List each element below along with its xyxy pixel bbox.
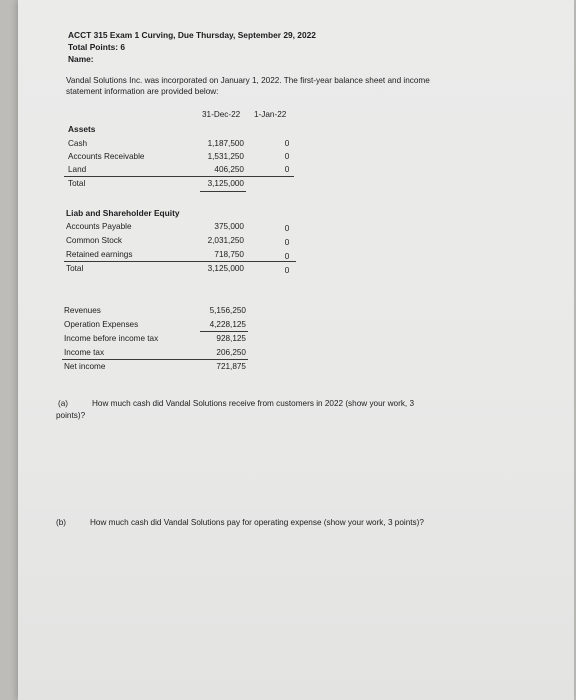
asset-label-land: Land: [68, 165, 87, 174]
name-label: Name:: [68, 54, 94, 64]
asset-land-dec: 406,250: [214, 165, 244, 174]
income-net: 721,875: [216, 362, 246, 371]
liab-label-total: Total: [66, 264, 84, 273]
question-b-label: (b): [56, 518, 67, 527]
assets-heading: Assets: [68, 124, 96, 134]
income-label-net: Net income: [64, 362, 106, 371]
asset-label-cash: Cash: [68, 139, 88, 148]
question-a-label: (a): [58, 399, 69, 408]
assets-total-underline: [200, 191, 246, 192]
liab-label-ap: Accounts Payable: [66, 222, 132, 231]
intro-line-1: Vandal Solutions Inc. was incorporated on January 1, 2022. The first-year balance sheet and income: [66, 76, 430, 85]
opex-underline: [200, 331, 248, 332]
total-points: Total Points: 6: [68, 42, 126, 52]
liab-ap-dec: 375,000: [214, 222, 244, 231]
liab-total-rule: [64, 261, 296, 262]
equity-common-jan: 0: [284, 238, 290, 247]
income-tax: 206,250: [216, 348, 246, 357]
question-a-line-2: points)?: [56, 411, 86, 420]
question-a-line-1: How much cash did Vandal Solutions receive from customers in 2022 (show your work, 3: [92, 399, 415, 408]
asset-cash-dec: 1,187,500: [207, 139, 244, 148]
income-opex: 4,228,125: [209, 320, 246, 329]
equity-retained-jan: 0: [284, 252, 290, 261]
tax-underline: [62, 359, 248, 360]
assets-total-rule: [64, 176, 294, 177]
intro-line-2: statement information are provided below:: [66, 87, 219, 96]
asset-cash-jan: 0: [284, 139, 290, 148]
asset-ar-jan: 0: [284, 152, 290, 161]
asset-ar-dec: 1,531,250: [207, 152, 244, 161]
column-header-dec: 31-Dec-22: [202, 110, 241, 119]
income-label-tax: Income tax: [64, 348, 105, 357]
equity-label-common: Common Stock: [66, 236, 122, 245]
income-label-opex: Operation Expenses: [64, 320, 139, 329]
column-header-jan: 1-Jan-22: [254, 110, 287, 119]
asset-label-total: Total: [68, 179, 86, 188]
asset-label-ar: Accounts Receivable: [68, 152, 145, 161]
asset-land-jan: 0: [284, 165, 290, 174]
income-label-ebt: Income before income tax: [64, 334, 159, 343]
income-ebt: 928,125: [216, 334, 246, 343]
income-revenues: 5,156,250: [209, 306, 246, 315]
equity-retained-dec: 718,750: [214, 250, 244, 259]
equity-label-retained: Retained earnings: [66, 250, 133, 259]
liab-equity-heading: Liab and Shareholder Equity: [66, 208, 180, 218]
liab-total-jan: 0: [284, 266, 290, 275]
liab-ap-jan: 0: [284, 224, 290, 233]
question-b-text: How much cash did Vandal Solutions pay for operating expense (show your work, 3 points)?: [90, 518, 424, 527]
income-label-revenues: Revenues: [64, 306, 101, 315]
exam-title: ACCT 315 Exam 1 Curving, Due Thursday, September 29, 2022: [68, 30, 316, 40]
asset-total-dec: 3,125,000: [207, 179, 244, 188]
liab-total-dec: 3,125,000: [207, 264, 244, 273]
equity-common-dec: 2,031,250: [207, 236, 244, 245]
